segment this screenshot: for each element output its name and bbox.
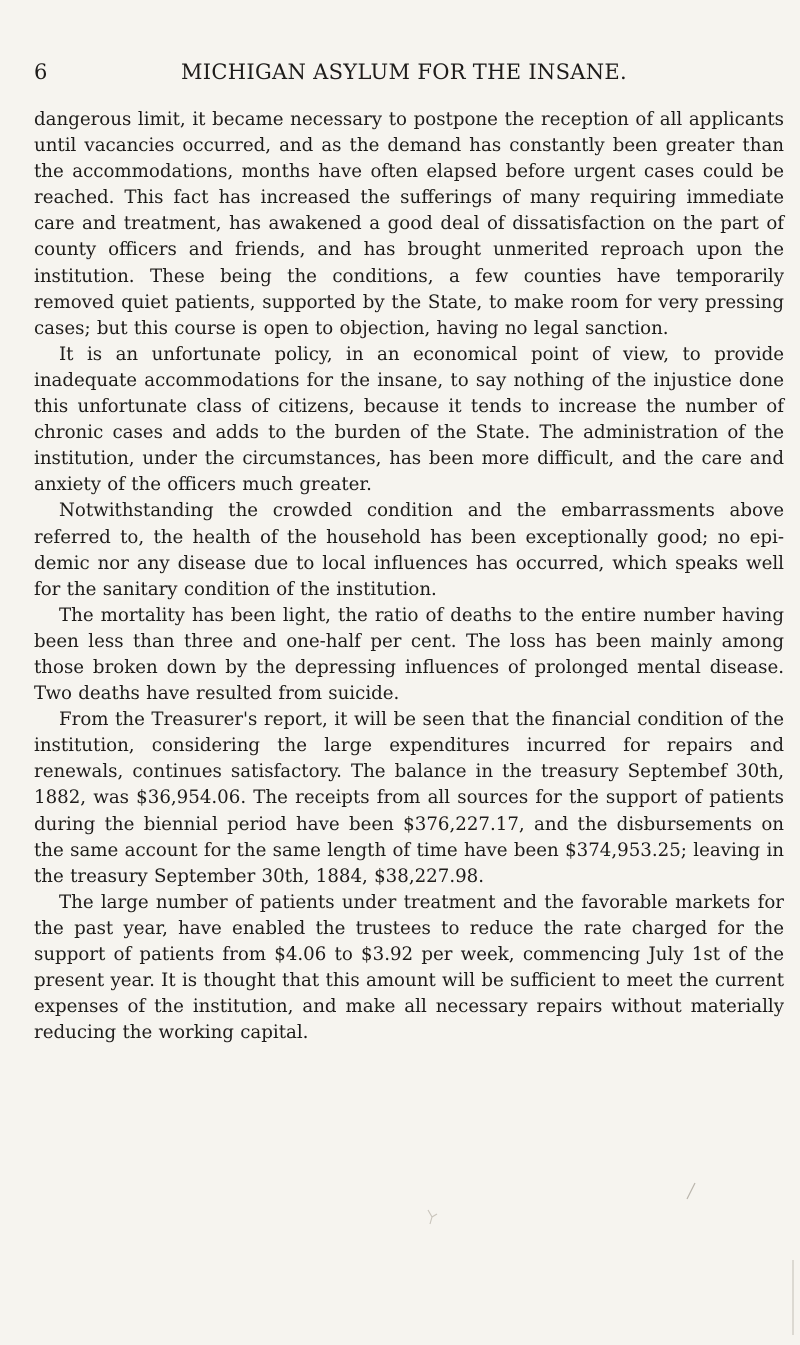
paragraph-continuation: dangerous limit, it became necessary to postpone the reception of all applicants until vacancies occurred, and as the demand has constantly been greater than the accommodations, months have often elapsed before urgent cases could be reached. This fact has increased the sufferings of many requiring immediate care and treatment, has awakened a good deal of dissatisfaction on the part of county officers and friends, and has brought unmerited reproach upon the institution. These being the conditions, a few counties have temporarily removed quiet patients, supported by the State, to make room for very pressing cases; but this course is open to objection, having no legal sanction. [34, 109, 784, 339]
paragraph-rates: The large number of patients under treatment and the favorable markets for the past year, have enabled the trustees to reduce the rate charged for the support of patients from $4.06 to $3.92 per week, commencing July 1st of the present year. It is thought that this amount will be sufficient to meet the current expenses of the institution, and make all necessary repairs without materially reducing the working capital. [34, 891, 784, 1044]
paragraph-mortality: The mortality has been light, the ratio of deaths to the entire number having been less than three and one-half per cent. The loss has been mainly among those broken down by the depressing influences of prolonged mental disease. Two deaths have resulted from suicide. [34, 604, 784, 705]
running-title: MICHIGAN ASYLUM FOR THE INSANE. [180, 60, 628, 84]
paragraph-finances: From the Treasurer's report, it will be seen that the financial condition of the institution, considering the large expenditures incurred for repairs and renewals, continues satisfactory. The balance in the treasury Septembef 30th, 1882, was $36,954.06. The receipts from all sources for the support of patients during the biennial period have been $376,227.17, and the disbursements on the same account for the same length of time have been $374,953.25; leaving in the treasury September 30th, 1884, $38,227.98. [34, 709, 784, 887]
paragraph-health: Notwithstanding the crowded condition and the embarrassments above referred to, the health of the household has been exceptionally good; no epidemic nor any disease due to local influences has occurred, which speaks well for the sanitary condition of the institution. [34, 500, 784, 600]
body-text [34, 107, 784, 1046]
stray-slash-mark [685, 1182, 697, 1200]
stray-ink-mark [425, 1208, 439, 1226]
page-edge-shadow [790, 1260, 796, 1335]
page-header [34, 60, 774, 90]
paragraph-policy: It is an unfortunate policy, in an economical point of view, to provide inadequate accommodations for the insane, to say nothing of the injustice done this unfortunate class of citizens, because it tends to increase the number of chronic cases and adds to the burden of the State. The administration of the institution, under the circumstances, has been more difficult, and the care and anxiety of the officers much greater. [34, 343, 784, 496]
page-number: 6 [34, 60, 48, 84]
